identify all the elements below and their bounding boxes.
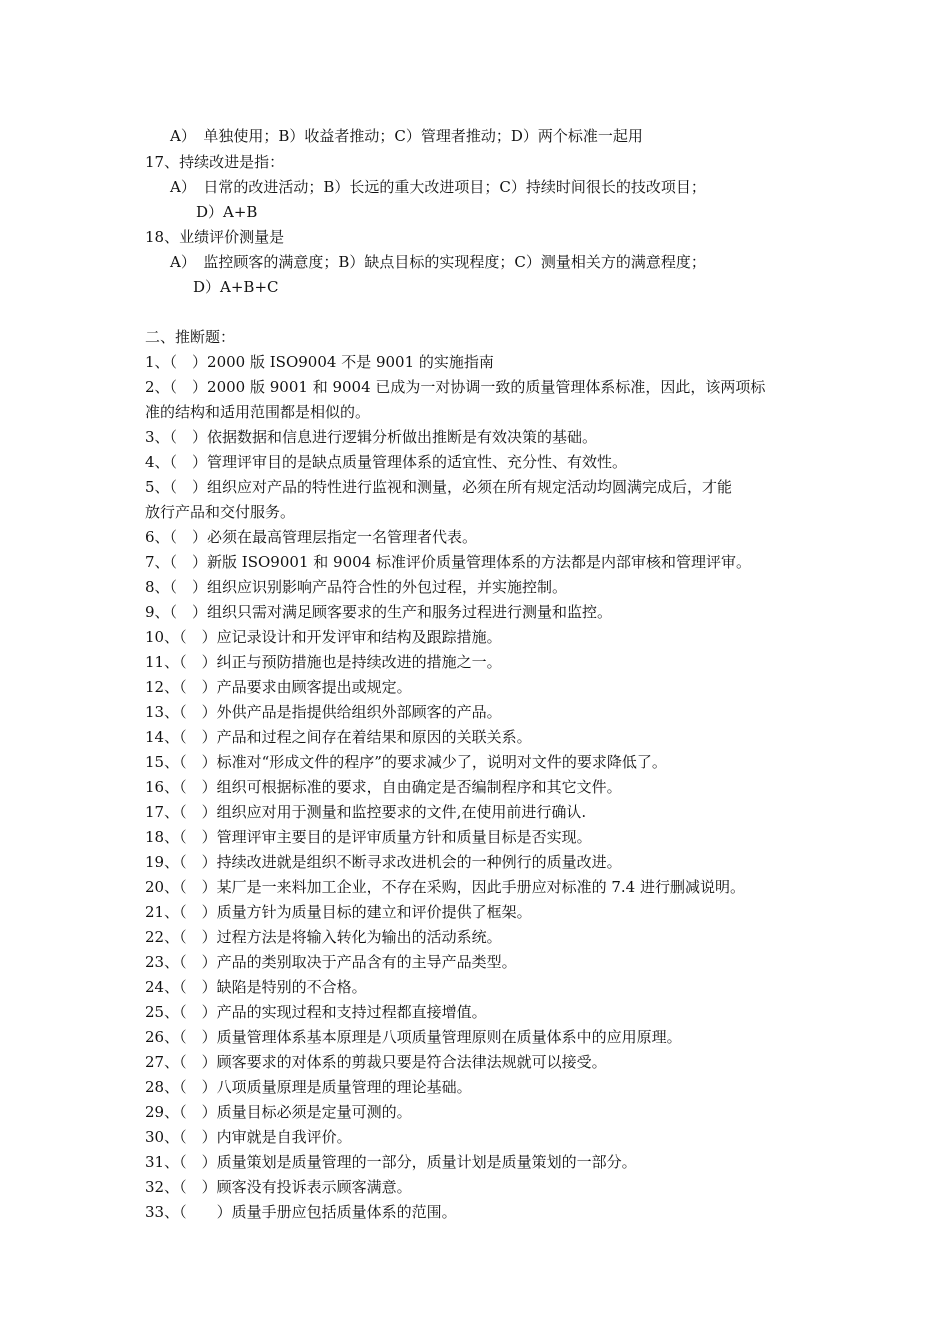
judgment-line: 8、（ ）组织应识别影响产品符合性的外包过程，并实施控制。: [145, 578, 568, 596]
judgment-line: 22、（ ）过程方法是将输入转化为输出的活动系统。: [145, 928, 502, 946]
judgment-line: 6、（ ）必须在最高管理层指定一名管理者代表。: [145, 528, 478, 546]
judgment-line: 18、（ ）管理评审主要目的是评审质量方针和质量目标是否实现。: [145, 828, 592, 846]
q17-options-line2: D）A+B: [196, 203, 258, 221]
section-title: 二、推断题：: [145, 328, 236, 346]
judgment-line: 30、（ ）内审就是自我评价。: [145, 1128, 352, 1146]
q16-options: A） 单独使用；B）收益者推动；C）管理者推动；D）两个标准一起用: [170, 127, 643, 145]
judgment-line: 12、（ ）产品要求由顾客提出或规定。: [145, 678, 412, 696]
q17-stem: 17、持续改进是指：: [145, 153, 285, 171]
judgment-line: 25、（ ）产品的实现过程和支持过程都直接增值。: [145, 1003, 487, 1021]
judgment-line: 23、（ ）产品的类别取决于产品含有的主导产品类型。: [145, 953, 517, 971]
judgment-line: 26、（ ）质量管理体系基本原理是八项质量管理原则在质量体系中的应用原理。: [145, 1028, 682, 1046]
judgment-line: 32、（ ）顾客没有投诉表示顾客满意。: [145, 1178, 412, 1196]
q18-options-line2: D）A+B+C: [193, 278, 279, 296]
judgment-line: 9、（ ）组织只需对满足顾客要求的生产和服务过程进行测量和监控。: [145, 603, 613, 621]
judgment-line: 31、（ ）质量策划是质量管理的一部分，质量计划是质量策划的一部分。: [145, 1153, 637, 1171]
judgment-line: 准的结构和适用范围都是相似的。: [145, 403, 371, 421]
judgment-line: 4、（ ）管理评审目的是缺点质量管理体系的适宜性、充分性、有效性。: [145, 453, 628, 471]
judgment-line: 5、（ ）组织应对产品的特性进行监视和测量，必须在所有规定活动均圆满完成后，才能: [145, 478, 733, 496]
judgment-line: 24、（ ）缺陷是特别的不合格。: [145, 978, 367, 996]
judgment-line: 21、（ ）质量方针为质量目标的建立和评价提供了框架。: [145, 903, 532, 921]
judgment-line: 20、（ ）某厂是一来料加工企业，不存在采购，因此手册应对标准的 7.4 进行删减说明。: [145, 878, 745, 896]
judgment-line: 13、（ ）外供产品是指提供给组织外部顾客的产品。: [145, 703, 502, 721]
judgment-line: 29、（ ）质量目标必须是定量可测的。: [145, 1103, 412, 1121]
q17-options-line1: A） 日常的改进活动；B）长远的重大改进项目；C）持续时间很长的技改项目；: [170, 178, 706, 196]
judgment-line: 7、（ ）新版 ISO9001 和 9004 标准评价质量管理体系的方法都是内部审核和管理评审。: [145, 553, 751, 571]
judgment-line: 1、（ ）2000 版 ISO9004 不是 9001 的实施指南: [145, 353, 494, 371]
judgment-line: 28、（ ）八项质量原理是质量管理的理论基础。: [145, 1078, 472, 1096]
judgment-line: 3、（ ）依据数据和信息进行逻辑分析做出推断是有效决策的基础。: [145, 428, 598, 446]
judgment-line: 16、（ ）组织可根据标准的要求，自由确定是否编制程序和其它文件。: [145, 778, 622, 796]
judgment-line: 11、（ ）纠正与预防措施也是持续改进的措施之一。: [145, 653, 502, 671]
judgment-line: 17、（ ）组织应对用于测量和监控要求的文件,在使用前进行确认.: [145, 803, 587, 821]
q18-options-line1: A） 监控顾客的满意度；B）缺点目标的实现程度；C）测量相关方的满意程度；: [170, 253, 706, 271]
judgment-line: 放行产品和交付服务。: [145, 503, 296, 521]
q18-stem: 18、业绩评价测量是: [145, 228, 285, 246]
judgment-line: 2、（ ）2000 版 9001 和 9004 已成为一对协调一致的质量管理体系标准，因此，该两项标: [145, 378, 766, 396]
judgment-line: 10、（ ）应记录设计和开发评审和结构及跟踪措施。: [145, 628, 502, 646]
judgment-line: 27、（ ）顾客要求的对体系的剪裁只要是符合法律法规就可以接受。: [145, 1053, 607, 1071]
judgment-line: 14、（ ）产品和过程之间存在着结果和原因的关联关系。: [145, 728, 532, 746]
judgment-line: 19、（ ）持续改进就是组织不断寻求改进机会的一种例行的质量改进。: [145, 853, 622, 871]
judgment-line: 33、（ ）质量手册应包括质量体系的范围。: [145, 1203, 457, 1221]
judgment-line: 15、（ ）标准对“形成文件的程序”的要求减少了，说明对文件的要求降低了。: [145, 753, 667, 771]
